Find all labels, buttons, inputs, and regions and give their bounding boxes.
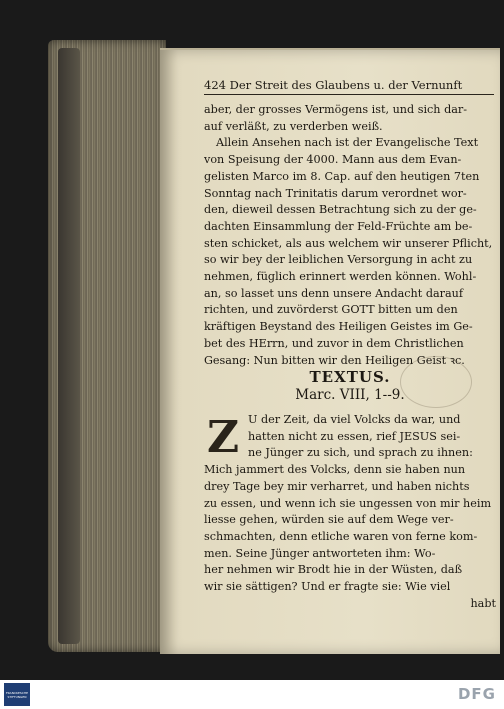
- running-head: 424 Der Streit des Glaubens u. der Vernunft: [204, 78, 494, 95]
- text-line: Gesang: Nun bitten wir den Heiligen Geist ꝛc.: [204, 353, 465, 367]
- text-line: men. Seine Jünger antworteten ihm: Wo-: [204, 546, 436, 560]
- text-line: drey Tage bey mir verharret, und haben nichts: [204, 479, 470, 493]
- text-line: kräftigen Beystand des Heiligen Geistes im Ge-: [204, 320, 473, 334]
- text-line: sten schicket, als aus welchem wir unserer Pflicht,: [204, 236, 493, 250]
- text-line: U der Zeit, da viel Volcks da war, und: [248, 413, 461, 426]
- text-line: gelisten Marco im 8. Cap. auf den heutigen 7ten: [204, 169, 480, 183]
- viewer-footer: [0, 680, 504, 709]
- text-line: schmachten, denn etliche waren von ferne kom-: [204, 529, 478, 543]
- text-line: von Speisung der 4000. Mann aus dem Evan-: [204, 153, 462, 167]
- body-text: [204, 102, 496, 369]
- text-line: hatten nicht zu essen, rief JESUS sei-: [248, 429, 461, 443]
- text-line: so wir bey der leiblichen Versorgung in acht zu: [204, 253, 473, 267]
- catchword: habt: [470, 596, 496, 610]
- text-line: ne Jünger zu sich, und sprach zu ihnen:: [248, 446, 473, 460]
- text-line: Mich jammert des Volcks, denn sie haben nun: [204, 463, 466, 477]
- text-line: den, dieweil dessen Betrachtung sich zu der ge-: [204, 203, 477, 217]
- verse-text: [204, 412, 496, 612]
- section-subheading: Marc. VIII, 1--9.: [295, 387, 405, 403]
- text-line: her nehmen wir Brodt hie in der Wüsten, daß: [204, 563, 463, 577]
- text-line: nehmen, füglich erinnert werden können. Wohl-: [204, 270, 477, 284]
- dfg-logo[interactable]: DFG: [457, 685, 496, 703]
- text-line: Allein Ansehen nach ist der Evangelische Text: [216, 136, 479, 150]
- text-line: Sonntag nach Trinitatis darum verordnet wor-: [204, 186, 467, 200]
- institution-logo-text: FRANCKESCHE STIFTUNGEN: [5, 691, 29, 699]
- institution-logo[interactable]: [4, 683, 30, 706]
- text-line: dachten Einsammlung der Feld-Früchte am be-: [204, 219, 473, 233]
- text-line: zu essen, und wenn ich sie ungessen von mir heim: [204, 496, 492, 510]
- book-spine-shadow: [58, 48, 80, 644]
- text-line: aber, der grosses Vermögens ist, und sich dar-: [204, 103, 468, 116]
- text-line: auf verläßt, zu verderben weiß.: [204, 119, 383, 133]
- book-page: [160, 48, 500, 654]
- text-line: wir sie sättigen? Und er fragte sie: Wie viel: [204, 580, 451, 594]
- text-line: liesse gehen, würden sie auf dem Wege ver-: [204, 513, 454, 527]
- text-line: bet des HErrn, und zuvor in dem Christlichen: [204, 336, 464, 350]
- decorated-initial: Z: [206, 412, 240, 463]
- text-line: richten, und zuvörderst GOTT bitten um den: [204, 303, 458, 317]
- text-line: an, so lasset uns denn unsere Andacht darauf: [204, 286, 464, 300]
- section-heading: TEXTUS.: [309, 368, 391, 386]
